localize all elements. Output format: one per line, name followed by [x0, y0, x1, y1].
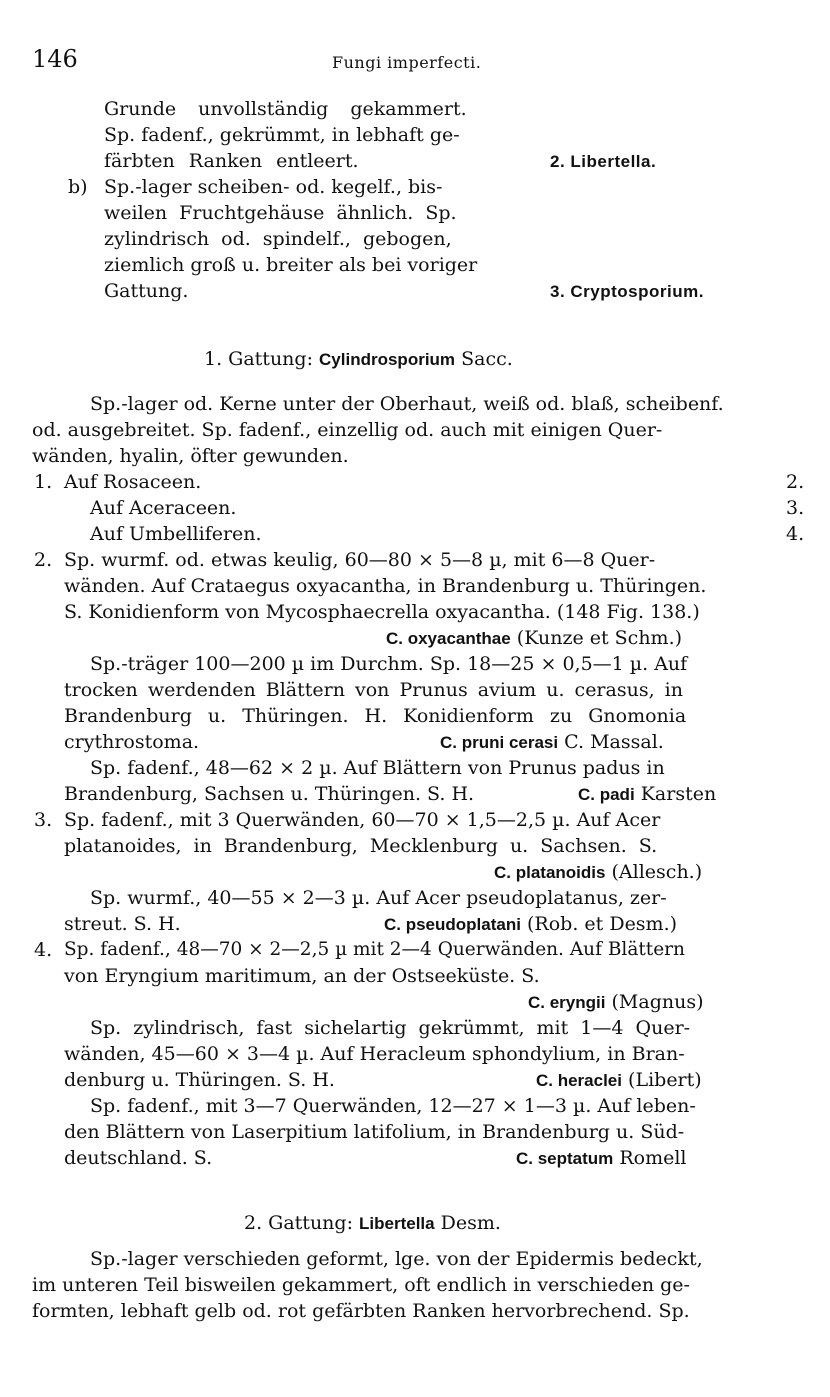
species-pruni-cerasi [440, 729, 664, 756]
section-4-para-2-line-1: Sp. zylindrisch, fast sichelartig gekrümmt, mit 1—4 Quer- [90, 1017, 691, 1039]
genus-desc-line-3: wänden, hyalin, öfter gewunden. [32, 445, 349, 467]
section-2-para-2-line-1: Sp.-träger 100—200 µ im Durchm. Sp. 18—25 × 0,5—1 µ. Auf [90, 653, 688, 675]
hostkey-ref-4: 4. [786, 523, 805, 545]
section-3-number: 3. [34, 809, 53, 831]
species-name: C. padi [578, 785, 635, 804]
genus-prefix: 2. Gattung: [244, 1212, 353, 1234]
species-oxyacanthae [386, 625, 682, 652]
key-line-4: Sp.-lager scheiben- od. kegelf., bis- [104, 176, 443, 198]
species-name: C. platanoidis [494, 863, 606, 882]
section-2-para-2-line-4: crythrostoma. [64, 731, 200, 753]
hostkey-ref-2: 2. [786, 471, 805, 493]
hostkey-aceraceen: Auf Aceraceen. [90, 497, 237, 519]
section-3-para-2-line-2: streut. S. H. [64, 913, 181, 935]
key-line-7: ziemlich groß u. breiter als bei voriger [104, 254, 478, 276]
section-3-para-2-line-1: Sp. wurmf., 40—55 × 2—3 µ. Auf Acer pseudoplatanus, zer- [90, 887, 667, 909]
section-4-line-1: Sp. fadenf., 48—70 × 2—2,5 µ mit 2—4 Querwänden. Auf Blättern [64, 939, 685, 960]
section-4-line-2: von Eryngium maritimum, an der Ostseeküste. S. [64, 965, 540, 987]
key-line-8: Gattung. [104, 280, 189, 302]
genus-name: Libertella [359, 1214, 435, 1233]
key-result-libertella: 2. Libertella. [550, 152, 657, 171]
hostkey-umbelliferen: Auf Umbelliferen. [90, 523, 262, 545]
species-author: Karsten [640, 783, 717, 805]
hostkey-number: 1. [34, 471, 53, 493]
species-author: (Magnus) [611, 991, 704, 1013]
section-2-number: 2. [34, 549, 53, 571]
species-author: C. Massal. [564, 731, 664, 753]
running-title: Fungi imperfecti. [332, 53, 482, 72]
genus2-desc-line-1: Sp.-lager verschieden geformt, lge. von der Epidermis bedeckt, [90, 1248, 703, 1270]
genus2-desc-line-3: formten, lebhaft gelb od. rot gefärbten Ranken hervorbrechend. Sp. [32, 1300, 690, 1322]
section-4-para-2-line-2: wänden, 45—60 × 3—4 µ. Auf Heracleum sphondylium, in Bran- [64, 1043, 685, 1065]
genus-desc-line-1: Sp.-lager od. Kerne unter der Oberhaut, weiß od. blaß, scheibenf. [90, 393, 724, 415]
genus-heading-libertella [244, 1210, 501, 1237]
species-padi [578, 781, 716, 808]
section-2-line-3: S. Konidienform von Mycosphaecrella oxyacantha. (148 Fig. 138.) [64, 601, 700, 623]
genus-desc-line-2: od. ausgebreitet. Sp. fadenf., einzellig od. auch mit einigen Quer- [32, 419, 663, 441]
species-author: Romell [619, 1147, 687, 1169]
species-septatum [516, 1145, 687, 1172]
key-line-5: weilen Fruchtgehäuse ähnlich. Sp. [104, 202, 457, 224]
section-4-para-3-line-1: Sp. fadenf., mit 3—7 Querwänden, 12—27 × 1—3 µ. Auf leben- [90, 1095, 696, 1117]
key-line-2: Sp. fadenf., gekrümmt, in lebhaft ge- [104, 124, 460, 146]
genus-name: Cylindrosporium [319, 350, 456, 369]
section-2-line-1: Sp. wurmf. od. etwas keulig, 60—80 × 5—8 µ, mit 6—8 Quer- [64, 549, 656, 571]
section-2-line-2: wänden. Auf Crataegus oxyacantha, in Brandenburg u. Thüringen. [64, 575, 707, 597]
section-4-number: 4. [34, 939, 53, 961]
species-name: C. eryngii [528, 993, 606, 1012]
key-result-cryptosporium: 3. Cryptosporium. [550, 282, 704, 301]
species-name: C. oxyacanthae [386, 629, 511, 648]
species-author: (Kunze et Schm.) [516, 627, 683, 649]
section-3-line-2: platanoides, in Brandenburg, Mecklenburg u. Sachsen. S. [64, 835, 658, 857]
key-line-1: Grunde unvollständig gekammert. [104, 98, 467, 120]
species-author: (Libert) [628, 1069, 702, 1091]
key-line-3: färbten Ranken entleert. [104, 150, 359, 172]
species-pseudoplatani [384, 911, 677, 938]
species-name: C. pseudoplatani [384, 915, 521, 934]
genus-author: Desm. [440, 1212, 501, 1234]
species-author: (Rob. et Desm.) [527, 913, 678, 935]
genus2-desc-line-2: im unteren Teil bisweilen gekammert, oft endlich in verschieden ge- [32, 1274, 690, 1296]
species-name: C. septatum [516, 1149, 614, 1168]
hostkey-ref-3: 3. [786, 497, 805, 519]
section-2-para-3-line-1: Sp. fadenf., 48—62 × 2 µ. Auf Blättern von Prunus padus in [90, 757, 665, 779]
section-2-para-3-line-2: Brandenburg, Sachsen u. Thüringen. S. H. [64, 783, 475, 805]
species-platanoidis [494, 859, 702, 886]
key-b-marker: b) [68, 176, 88, 198]
species-author: (Allesch.) [611, 861, 703, 883]
hostkey-rosaceen: Auf Rosaceen. [64, 471, 202, 493]
species-eryngii [528, 989, 704, 1016]
genus-author: Sacc. [461, 348, 513, 370]
section-2-para-2-line-3: Brandenburg u. Thüringen. H. Konidienform zu Gnomonia [64, 705, 687, 727]
genus-prefix: 1. Gattung: [204, 348, 313, 370]
page-number: 146 [32, 45, 78, 73]
species-name: C. heraclei [536, 1071, 622, 1090]
section-4-para-3-line-2: den Blättern von Laserpitium latifolium, in Brandenburg u. Süd- [64, 1121, 685, 1143]
section-3-line-1: Sp. fadenf., mit 3 Querwänden, 60—70 × 1,5—2,5 µ. Auf Acer [64, 809, 661, 831]
section-4-para-2-line-3: denburg u. Thüringen. S. H. [64, 1069, 335, 1091]
species-heraclei [536, 1067, 702, 1094]
key-line-6: zylindrisch od. spindelf., gebogen, [104, 228, 452, 250]
species-name: C. pruni cerasi [440, 733, 559, 752]
section-4-para-3-line-3: deutschland. S. [64, 1147, 213, 1169]
genus-heading-cylindrosporium [204, 346, 513, 373]
section-2-para-2-line-2: trocken werdenden Blättern von Prunus avium u. cerasus, in [64, 679, 683, 701]
